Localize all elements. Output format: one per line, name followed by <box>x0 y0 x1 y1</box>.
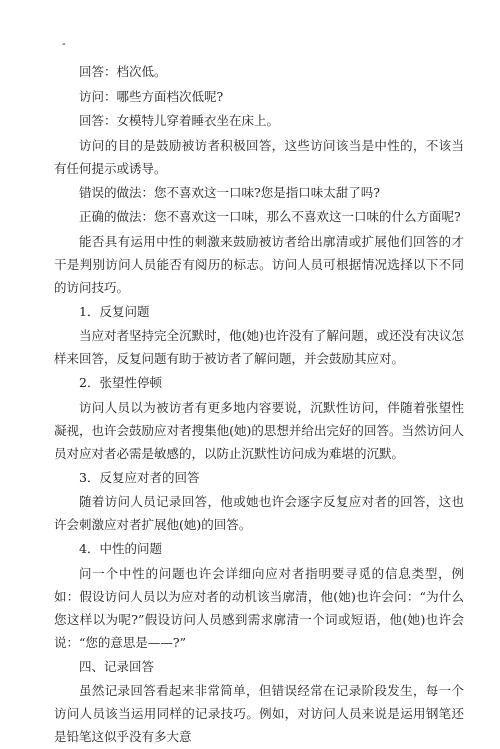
heading-repeat-answer: 3．反复应对者的回答 <box>79 469 200 485</box>
paragraph-wrong-approach: 错误的做法：您不喜欢这一口味?您是指口味太甜了吗? <box>79 184 380 200</box>
paragraph-answer-model-pajamas: 回答：女模特儿穿着睡衣坐在床上。 <box>79 113 280 128</box>
paragraph-answer-low-grade: 回答：档次低。 <box>79 64 167 79</box>
heading-record-answers: 四、记录回答 <box>79 658 155 674</box>
paragraph-neutral-stimulus: 能否具有运用中性的刺激来鼓励被访者给出廓清或扩展他们回答的才干是判别访问人员能否有阅历的标志。访问人员可根据情况选择以下不同的访问技巧。 <box>54 233 464 295</box>
paragraph-record-answers: 虽然记录回答看起来非常简单，但错误经常在记录阶段发生，每一个访问人员该当运用同样的记录技巧。例如，对访问人员来说是运用钢笔还是铅笔这似乎没有多大意 <box>54 683 464 744</box>
heading-expectant-pause: 2．张望性停顿 <box>79 375 162 390</box>
heading-repeat-question: 1．反复问题 <box>79 303 150 319</box>
paragraph-expectant-pause: 访问人员以为被访者有更多地内容要说，沉默性访问，伴随着张望性凝视，也许会鼓励应对者搜集他(她)的思想并给出完好的回答。当然访问人员对应对者必需是敏感的，以防止沉默性访问成为难堪的沉默。 <box>54 399 464 461</box>
paragraph-repeat-question: 当应对者坚持完全沉默时，他(她)也许没有了解问题，或还没有决议怎样来回答，反复问题有助于被访者了解问题，并会鼓励其应对。 <box>54 328 464 366</box>
paragraph-correct-approach: 正确的做法：您不喜欢这一口味，那么不喜欢这一口味的什么方面呢? <box>79 209 461 224</box>
page-marker: - <box>62 37 66 50</box>
document-body <box>54 60 464 749</box>
paragraph-purpose-of-probing: 访问的目的是鼓励被访者积极回答，这些访问该当是中性的，不该当有任何提示或诱导。 <box>54 137 464 176</box>
paragraph-repeat-answer: 随着访问人员记录回答，他或她也许会逐字反复应对者的回答，这也许会刺激应对者扩展他(她)的回答。 <box>54 494 464 532</box>
heading-neutral-question: 4．中性的问题 <box>79 541 162 556</box>
paragraph-question-which-aspects: 访问：哪些方面档次低呢? <box>79 88 224 104</box>
paragraph-neutral-question: 问一个中性的问题也许会详细向应对者指明要寻觅的信息类型，例如：假设访问人员以为应对者的动机该当廓清，他(她)也许会问：“为什么您这样以为呢?”假设访问人员感到需求廓清一个词或短语，他(她)也许会说：“您的意思是——?” <box>54 565 464 650</box>
